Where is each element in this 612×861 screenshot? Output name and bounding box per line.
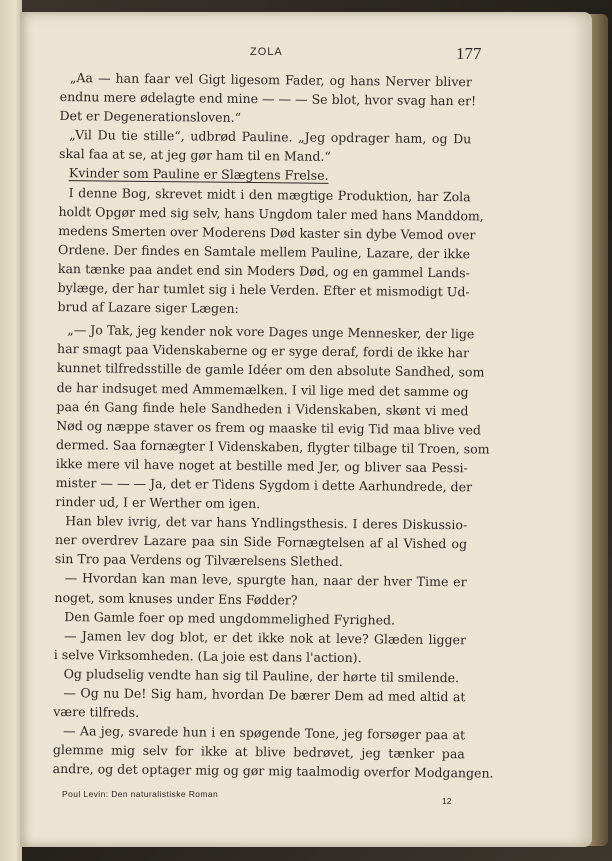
text-line: andre, og det optager mig og gør mig taalmodig overfor Modgangen. bbox=[52, 761, 494, 781]
text-line: Han blev ivrig, det var hans Yndlingsthesis. I deres Diskussio- bbox=[65, 513, 468, 533]
text-line: være tilfreds. bbox=[53, 704, 140, 720]
text-line: brud af Lazare siger Lægen: bbox=[57, 299, 239, 317]
text-line: holdt Opgør med sig selv, hans Ungdom taler med hans Manddom, bbox=[58, 203, 484, 224]
running-head: ZOLA bbox=[250, 46, 283, 58]
text-line: — Aa jeg, svarede hun i en spøgende Tone, jeg forsøger paa at bbox=[62, 723, 466, 743]
text-line: dermed. Saa fornægter I Videnskaben, flygter tilbage til Troen, som bbox=[55, 436, 490, 457]
text-line: Ordene. Der findes en Samtale mellem Pauline, Lazare, der ikke bbox=[58, 241, 471, 262]
text-line: Det er Degenerationsloven.“ bbox=[59, 108, 242, 126]
text-line: — Hvordan kan man leve, spurgte han, naar der hver Time er bbox=[64, 570, 467, 590]
text-line: „— Jo Tak, jeg kender nok vore Dages unge Mennesker, der lige bbox=[67, 322, 475, 342]
text-line: kan tænke paa andet end sin Moders Død, og en gammel Lands- bbox=[57, 260, 470, 281]
text-line: noget, som knuses under Ens Fødder? bbox=[54, 589, 298, 608]
text-line: Og pludselig vendte han sig til Pauline, der hørte til smilende. bbox=[63, 665, 460, 686]
text-line: paa én Gang finde hele Sandheden i Videnskaben, skønt vi med bbox=[56, 398, 469, 418]
text-line: Den Gamle foer op med ungdommelighed Fyrighed. bbox=[64, 608, 396, 628]
text-line: „Aa — han faar vel Gigt ligesom Fader, og hans Nerver bliver bbox=[69, 70, 472, 90]
signature-mark: 12 bbox=[442, 796, 452, 806]
text-line: glemme mig selv for ikke at blive bedrøvet, jeg tænker paa bbox=[52, 742, 465, 762]
text-line: medens Smerten over Moderens Død kaster sin dybe Vemod over bbox=[58, 222, 476, 243]
text-line: bylæge, der har tumlet sig i hele Verden. Efter et mismodigt Ud- bbox=[57, 280, 470, 300]
text-line: ner overdrev Lazare paa sin Side Fornægtelsen af al Vished og bbox=[54, 532, 468, 552]
body-text bbox=[52, 68, 494, 783]
underlined-text: Kvinder som Pauline er Slægtens Frelse. bbox=[68, 165, 329, 184]
text-line: Nød og næppe staver os frem og maaske til evig Tid maa blive ved bbox=[56, 417, 482, 438]
text-line: endnu mere ødelagte end mine — — — Se blot, hvor svag han er! bbox=[59, 89, 477, 109]
text-line: har smagt paa Videnskaberne og er syge deraf, fordi de ikke har bbox=[56, 341, 470, 361]
text-line: de har indsuget med Ammemælken. I vil lige med det samme og bbox=[56, 379, 469, 399]
text-line: I denne Bog, skrevet midt i den mægtige Produktion, har Zola bbox=[68, 184, 471, 204]
text-line: ikke mere vil have noget at bestille med Jer, og bliver saa Pessi- bbox=[55, 455, 468, 476]
text-line: kunnet tilfredsstille de gamle Idéer om den absolute Sandhed, som bbox=[56, 360, 485, 380]
text-line: rinder ud, I er Werther om igen. bbox=[55, 494, 261, 512]
footer-citation: Poul Levin: Den naturalistiske Roman bbox=[62, 789, 219, 799]
text-line: — Jamen lev dog blot, er det ikke nok at leve? Glæden ligger bbox=[63, 627, 467, 648]
text-line: sin Tro paa Verdens og Tilværelsens Slethed. bbox=[54, 551, 343, 570]
text-line: i selve Virksomheden. (La joie est dans l'action). bbox=[53, 646, 362, 666]
book-page bbox=[20, 12, 592, 847]
text-line: „Vil Du tie stille“, udbrød Pauline. „Jeg opdrager ham, og Du bbox=[69, 127, 472, 147]
text-line: mister — — — Ja, det er Tidens Sygdom i dette Aarhundrede, der bbox=[55, 474, 473, 495]
text-line: skal faa at se, at jeg gør ham til en Mand.“ bbox=[59, 146, 331, 165]
facing-page-edge bbox=[0, 0, 22, 861]
page-number: 177 bbox=[456, 44, 482, 63]
text-line: — Og nu De! Sig ham, hvordan De bærer Dem ad med altid at bbox=[63, 685, 466, 705]
